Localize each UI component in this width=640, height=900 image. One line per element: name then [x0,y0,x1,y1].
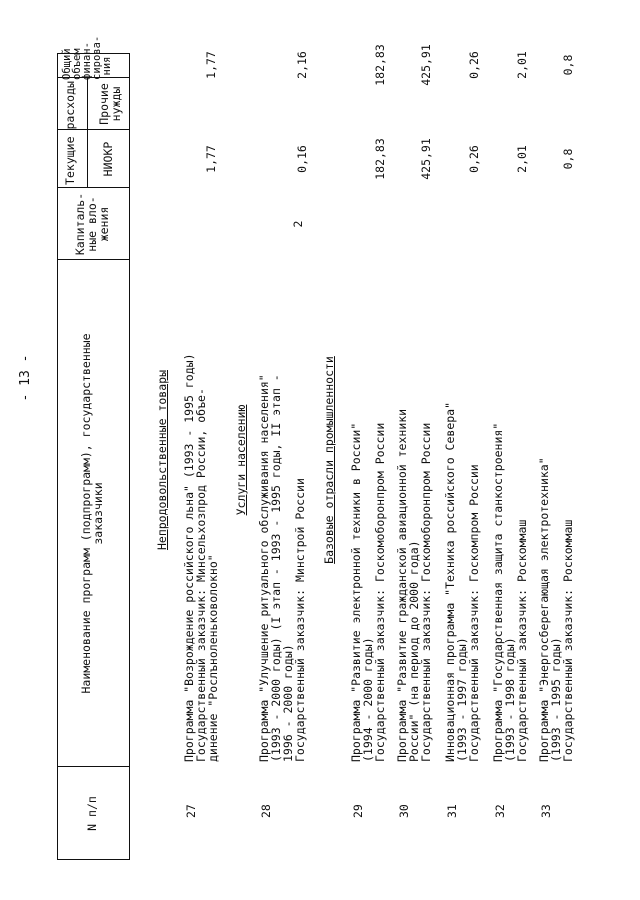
row-niokr: 425,91 [419,138,433,180]
section-heading: Услуги населению [234,404,248,516]
header-name: Наименование программ (подпрограмм), государственные заказчики [79,333,105,694]
row-description: Программа "Развитие электронной техники в России" (1994 - 2000 годы) Государственный заказчик: Госкомоборонпром России [349,422,387,762]
page-number: - 13 - [18,354,33,402]
row-number: 29 [351,804,365,818]
row-total: 2,01 [515,51,529,79]
row-niokr: 182,83 [373,138,387,180]
row-description: Программа "Государственная защита станкостроения" (1993 - 1998 годы) Государственный заказчик: Роскоммаш [491,422,529,762]
header-niokr: НИОКР [101,141,115,177]
header-bottom-border [129,53,130,860]
current-sub-border [87,78,88,188]
section-heading: Непродовольственные товары [155,370,169,551]
section-heading: Базовые отрасли промышленности [322,356,336,564]
row-total: 0,8 [561,54,575,76]
row-description: Программа "Возрождение российского льна" (1993 - 1995 годы) Государственный заказчик: Минсельхозпрод России, объе- динение "Рослъноленьковолокно" [182,353,220,762]
header-other: Прочие нужды [97,83,123,125]
row-description: Инновационная программа "Техника российского Севера" (1993 - 1997 годы) Государственный заказчик: Госкомпром России [443,401,481,762]
row-total: 0,26 [467,51,481,79]
table-top-border [57,53,58,860]
row-niokr: 0,26 [467,145,481,173]
header-num: N п/п [85,796,99,831]
row-total: 2,16 [295,51,309,79]
row-description: Программа "Улучшение ритуального обслуживания населения" (1993 - 2000 годы) (I этап - 1993 - 1995 годы, II этап - 1996 - 2000 годы) Государственный заказчик: Минстрой России [257,374,307,762]
row-number: 32 [493,804,507,818]
row-capital: 2 [291,220,305,228]
row-number: 31 [445,804,459,818]
row-number: 30 [397,804,411,818]
header-current: Текущие расходы [63,81,77,185]
row-description: Программа "Развитие гражданской авиационной техники России" (на период до 2000 года) Государственный заказчик: Госкомоборонпром России [395,408,433,762]
header-total: Общий объем финан- сирова- ния [61,35,113,80]
row-description: Программа "Энергосберегающая электротехника" (1993 - 1995 годы) Государственный заказчик: Роскоммаш [537,457,575,762]
row-niokr: 2,01 [515,145,529,173]
row-total: 1,77 [204,51,218,79]
row-number: 33 [539,804,553,818]
row-niokr: 1,77 [204,145,218,173]
row-number: 28 [259,804,273,818]
row-total: 425,91 [419,44,433,86]
row-niokr: 0,16 [295,145,309,173]
row-niokr: 0,8 [561,148,575,170]
row-total: 182,83 [373,44,387,86]
header-capital: Капиталь- ные вло- жения [73,192,111,256]
row-number: 27 [184,804,198,818]
